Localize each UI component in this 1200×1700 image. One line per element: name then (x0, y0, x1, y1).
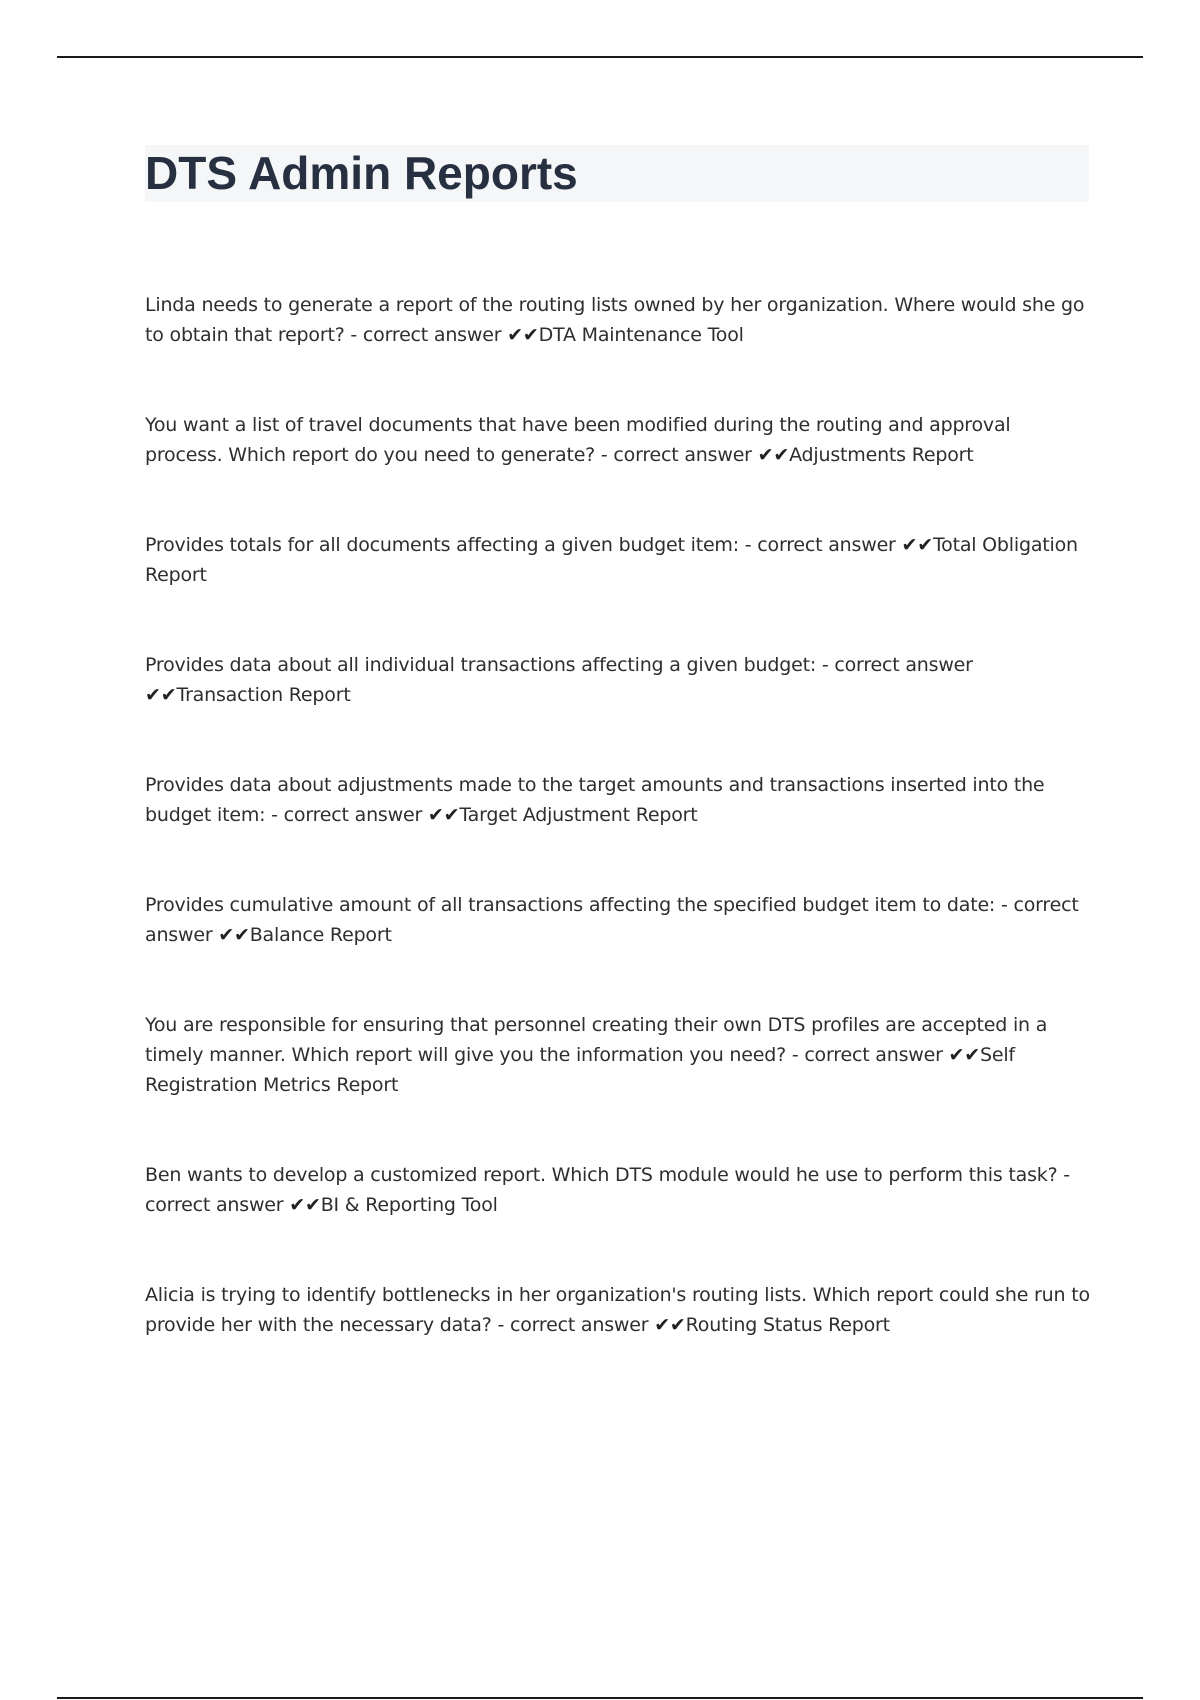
qa-question: Provides cumulative amount of all transactions affecting the specified budget item to date: - correct answer (145, 894, 1079, 946)
qa-item (145, 290, 1090, 350)
double-check-icon: ✔✔ (289, 1194, 321, 1216)
qa-answer: BI & Reporting Tool (320, 1194, 498, 1216)
qa-question: Ben wants to develop a customized report. Which DTS module would he use to perform this task? - correct answer (145, 1164, 1070, 1216)
double-check-icon: ✔✔ (145, 684, 177, 706)
top-rule (57, 56, 1143, 58)
double-check-icon: ✔✔ (507, 324, 539, 346)
qa-question: Provides data about all individual transactions affecting a given budget: - correct answer (145, 654, 973, 676)
qa-item (145, 650, 1090, 710)
qa-item (145, 1010, 1090, 1100)
qa-answer: Balance Report (249, 924, 392, 946)
qa-list (145, 290, 1090, 1400)
qa-answer: Routing Status Report (685, 1314, 890, 1336)
qa-question: Provides data about adjustments made to the target amounts and transactions inserted into the budget item: - correct answer (145, 774, 1045, 826)
bottom-rule (57, 1697, 1143, 1699)
qa-answer: Adjustments Report (789, 444, 974, 466)
double-check-icon: ✔✔ (901, 534, 933, 556)
qa-answer: Target Adjustment Report (459, 804, 698, 826)
title-block (145, 145, 1089, 202)
page-title: DTS Admin Reports (145, 147, 578, 199)
qa-item (145, 530, 1090, 590)
qa-answer: Transaction Report (176, 684, 351, 706)
qa-answer: Self Registration Metrics Report (145, 1044, 1015, 1096)
qa-answer: DTA Maintenance Tool (538, 324, 744, 346)
qa-answer: Total Obligation Report (145, 534, 1078, 586)
qa-question: Linda needs to generate a report of the routing lists owned by her organization. Where would she go to obtain that report? - correct answer (145, 294, 1085, 346)
qa-question: Provides totals for all documents affecting a given budget item: - correct answer (145, 534, 902, 556)
qa-item (145, 410, 1090, 470)
double-check-icon: ✔✔ (218, 924, 250, 946)
qa-question: Alicia is trying to identify bottlenecks in her organization's routing lists. Which report could she run to provide her with the necessary data? - correct answer (145, 1284, 1090, 1336)
qa-item (145, 1160, 1090, 1220)
qa-question: You are responsible for ensuring that personnel creating their own DTS profiles are accepted in a timely manner. Which report will give you the information you need? - correct answer (145, 1014, 1048, 1066)
double-check-icon: ✔✔ (427, 804, 460, 826)
qa-question: You want a list of travel documents that have been modified during the routing and approval process. Which report do you need to generate? - correct answer (145, 414, 1011, 466)
qa-item (145, 890, 1090, 950)
double-check-icon: ✔✔ (948, 1044, 980, 1066)
qa-item (145, 770, 1090, 830)
qa-item (145, 1280, 1090, 1340)
double-check-icon: ✔✔ (654, 1314, 686, 1336)
double-check-icon: ✔✔ (757, 444, 790, 466)
